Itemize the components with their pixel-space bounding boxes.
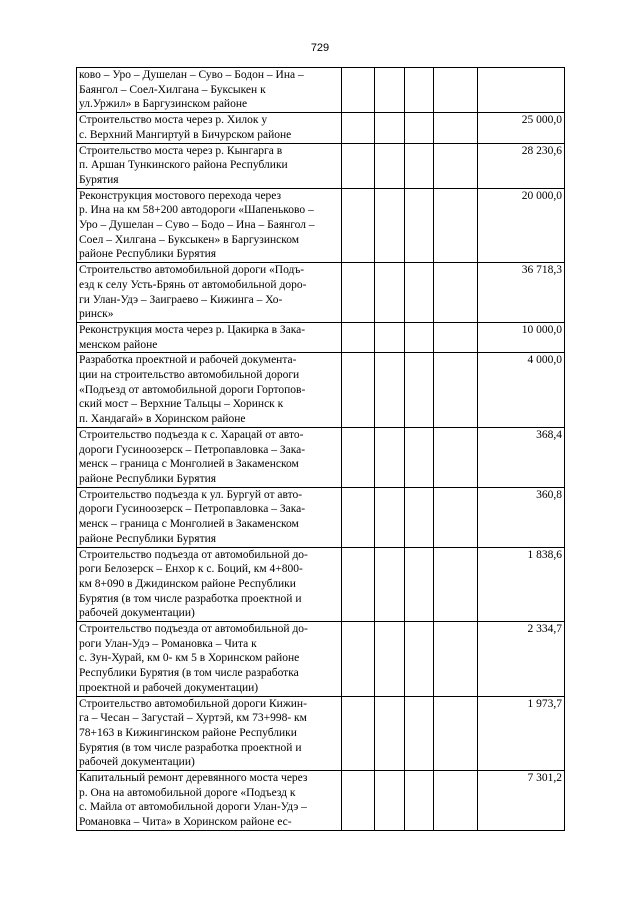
description-line: рабочей документации) [79, 607, 195, 620]
description-line: менск – граница с Монголией в Закаменском [79, 518, 299, 531]
empty-cell [342, 68, 375, 113]
empty-cell [375, 427, 405, 487]
empty-cell [434, 188, 478, 263]
description-line: Романовка – Чита» в Хоринском районе ес- [79, 816, 292, 829]
empty-cell [342, 696, 375, 771]
project-description-cell [77, 263, 342, 323]
empty-cell [342, 622, 375, 697]
project-description-cell [77, 487, 342, 547]
table-row [77, 547, 565, 622]
empty-cell [434, 427, 478, 487]
empty-cell [375, 547, 405, 622]
table-row [77, 113, 565, 143]
project-description-cell [77, 68, 342, 113]
description-line: менск – граница с Монголией в Закаменском [79, 458, 299, 471]
table-row [77, 353, 565, 428]
budget-table [76, 67, 565, 831]
page-number: 729 [310, 42, 330, 54]
table-row [77, 622, 565, 697]
amount-cell: 1 838,6 [478, 547, 565, 622]
empty-cell [375, 622, 405, 697]
empty-cell [405, 622, 434, 697]
empty-cell [405, 353, 434, 428]
amount-cell: 25 000,0 [478, 113, 565, 143]
empty-cell [342, 427, 375, 487]
empty-cell [342, 322, 375, 352]
description-line: р. Ина на км 58+200 автодороги «Шапеньково – [79, 204, 314, 217]
description-line: р. Она на автомобильной дороге «Подъезд к [79, 786, 296, 799]
empty-cell [434, 68, 478, 113]
empty-cell [405, 771, 434, 831]
project-description-cell [77, 113, 342, 143]
description-line: Строительство подъезда к ул. Бургуй от авто- [79, 488, 303, 501]
description-line: Капитальный ремонт деревянного моста через [79, 772, 308, 785]
description-line: п. Аршан Тункинского района Республики [79, 159, 288, 172]
empty-cell [405, 427, 434, 487]
table-row [77, 322, 565, 352]
description-line: роги Улан-Удэ – Романовка – Чита к [79, 637, 257, 650]
table-row [77, 68, 565, 113]
amount-cell: 36 718,3 [478, 263, 565, 323]
empty-cell [342, 771, 375, 831]
description-line: менском районе [79, 338, 158, 351]
empty-cell [434, 143, 478, 188]
project-description-cell [77, 547, 342, 622]
empty-cell [375, 188, 405, 263]
description-line: Строительство подъезда от автомобильной до- [79, 623, 308, 636]
project-description-cell [77, 188, 342, 263]
description-line: Строительство моста через р. Кынгарга в [79, 144, 283, 157]
table-row [77, 263, 565, 323]
description-line: Реконструкция мостового перехода через [79, 189, 282, 202]
description-line: ции на строительство автомобильной дороги [79, 369, 300, 382]
description-line: районе Республики Бурятия [79, 248, 217, 261]
description-line: ково – Уро – Душелан – Суво – Бодон – Ина – [79, 69, 304, 81]
project-description-cell [77, 353, 342, 428]
table-body [77, 68, 565, 831]
project-description-cell [77, 143, 342, 188]
description-line: езд к селу Усть-Брянь от автомобильной доро- [79, 278, 307, 291]
empty-cell [405, 263, 434, 323]
table-row [77, 771, 565, 831]
project-description-cell [77, 427, 342, 487]
empty-cell [405, 113, 434, 143]
description-line: Строительство моста через р. Хилок у [79, 114, 268, 127]
empty-cell [405, 68, 434, 113]
project-description-cell [77, 322, 342, 352]
description-line: рабочей документации) [79, 756, 195, 769]
amount-cell: 1 973,7 [478, 696, 565, 771]
empty-cell [434, 547, 478, 622]
description-line: п. Хандагай» в Хоринском районе [79, 413, 246, 426]
description-line: км 8+090 в Джидинском районе Республики [79, 577, 296, 590]
description-line: 78+163 в Кижингинском районе Республики [79, 726, 297, 739]
description-line: Строительство автомобильной дороги «Подъ- [79, 264, 305, 277]
empty-cell [375, 322, 405, 352]
description-line: с. Зун-Хурай, км 0- км 5 в Хоринском районе [79, 652, 300, 665]
empty-cell [342, 113, 375, 143]
description-line: Строительство подъезда к с. Харацай от авто- [79, 428, 304, 441]
description-line: ул.Уржил» в Баргузинском районе [79, 98, 248, 111]
description-line: Строительство автомобильной дороги Кижин- [79, 697, 307, 710]
empty-cell [375, 68, 405, 113]
amount-cell: 4 000,0 [478, 353, 565, 428]
description-line: Баянгол – Соел-Хилгана – Буксыкен к [79, 83, 266, 96]
description-line: дороги Гусиноозерск – Петропавловка – Зака- [79, 443, 306, 456]
description-line: Бурятия (в том числе разработка проектной и [79, 741, 302, 754]
description-line: Реконструкция моста через р. Цакирка в Зака- [79, 323, 306, 336]
project-description-cell [77, 696, 342, 771]
description-line: ский мост – Верхние Тальцы – Хоринск к [79, 398, 284, 411]
amount-cell: 20 000,0 [478, 188, 565, 263]
description-line: ги Улан-Удэ – Заиграево – Кижинга – Хо- [79, 293, 283, 306]
empty-cell [405, 487, 434, 547]
description-line: с. Верхний Мангиртуй в Бичурском районе [79, 128, 292, 141]
amount-cell: 10 000,0 [478, 322, 565, 352]
empty-cell [375, 487, 405, 547]
description-line: районе Республики Бурятия [79, 472, 217, 485]
empty-cell [342, 547, 375, 622]
description-line: с. Майла от автомобильной дороги Улан-Удэ – [79, 801, 307, 814]
table-row [77, 143, 565, 188]
amount-cell: 28 230,6 [478, 143, 565, 188]
table-row [77, 188, 565, 263]
empty-cell [434, 113, 478, 143]
empty-cell [405, 143, 434, 188]
empty-cell [375, 771, 405, 831]
amount-cell: 2 334,7 [478, 622, 565, 697]
empty-cell [434, 696, 478, 771]
amount-cell: 7 301,2 [478, 771, 565, 831]
empty-cell [434, 771, 478, 831]
empty-cell [375, 143, 405, 188]
project-description-cell [77, 771, 342, 831]
description-line: роги Белозерск – Енхор к с. Боций, км 4+800- [79, 563, 303, 576]
description-line: Республики Бурятия (в том числе разработка [79, 667, 299, 680]
amount-cell [478, 68, 565, 113]
description-line: ринск» [79, 308, 114, 321]
description-line: проектной и рабочей документации) [79, 681, 259, 694]
empty-cell [434, 322, 478, 352]
description-line: Бурятия [79, 173, 119, 186]
description-line: Соел – Хилгана – Буксыкен» в Баргузинском [79, 233, 300, 246]
empty-cell [342, 487, 375, 547]
table-row [77, 696, 565, 771]
empty-cell [434, 487, 478, 547]
description-line: га – Чесан – Загустай – Хуртэй, км 73+998- км [79, 712, 307, 725]
empty-cell [342, 143, 375, 188]
description-line: районе Республики Бурятия [79, 532, 217, 545]
description-line: дороги Гусиноозерск – Петропавловка – Зака- [79, 503, 306, 516]
description-line: Бурятия (в том числе разработка проектной и [79, 592, 302, 605]
amount-cell: 368,4 [478, 427, 565, 487]
empty-cell [342, 263, 375, 323]
amount-cell: 360,8 [478, 487, 565, 547]
description-line: Разработка проектной и рабочей документа- [79, 354, 297, 367]
empty-cell [434, 263, 478, 323]
project-description-cell [77, 622, 342, 697]
empty-cell [434, 353, 478, 428]
empty-cell [375, 113, 405, 143]
empty-cell [405, 696, 434, 771]
description-line: «Подъезд от автомобильной дороги Гортопов- [79, 383, 306, 396]
empty-cell [375, 353, 405, 428]
empty-cell [434, 622, 478, 697]
empty-cell [405, 188, 434, 263]
empty-cell [342, 353, 375, 428]
empty-cell [405, 322, 434, 352]
description-line: Уро – Душелан – Суво – Бодо – Ина – Баянгол – [79, 219, 315, 232]
empty-cell [375, 696, 405, 771]
empty-cell [342, 188, 375, 263]
table-row [77, 487, 565, 547]
empty-cell [375, 263, 405, 323]
description-line: Строительство подъезда от автомобильной до- [79, 548, 308, 561]
empty-cell [405, 547, 434, 622]
table-row [77, 427, 565, 487]
